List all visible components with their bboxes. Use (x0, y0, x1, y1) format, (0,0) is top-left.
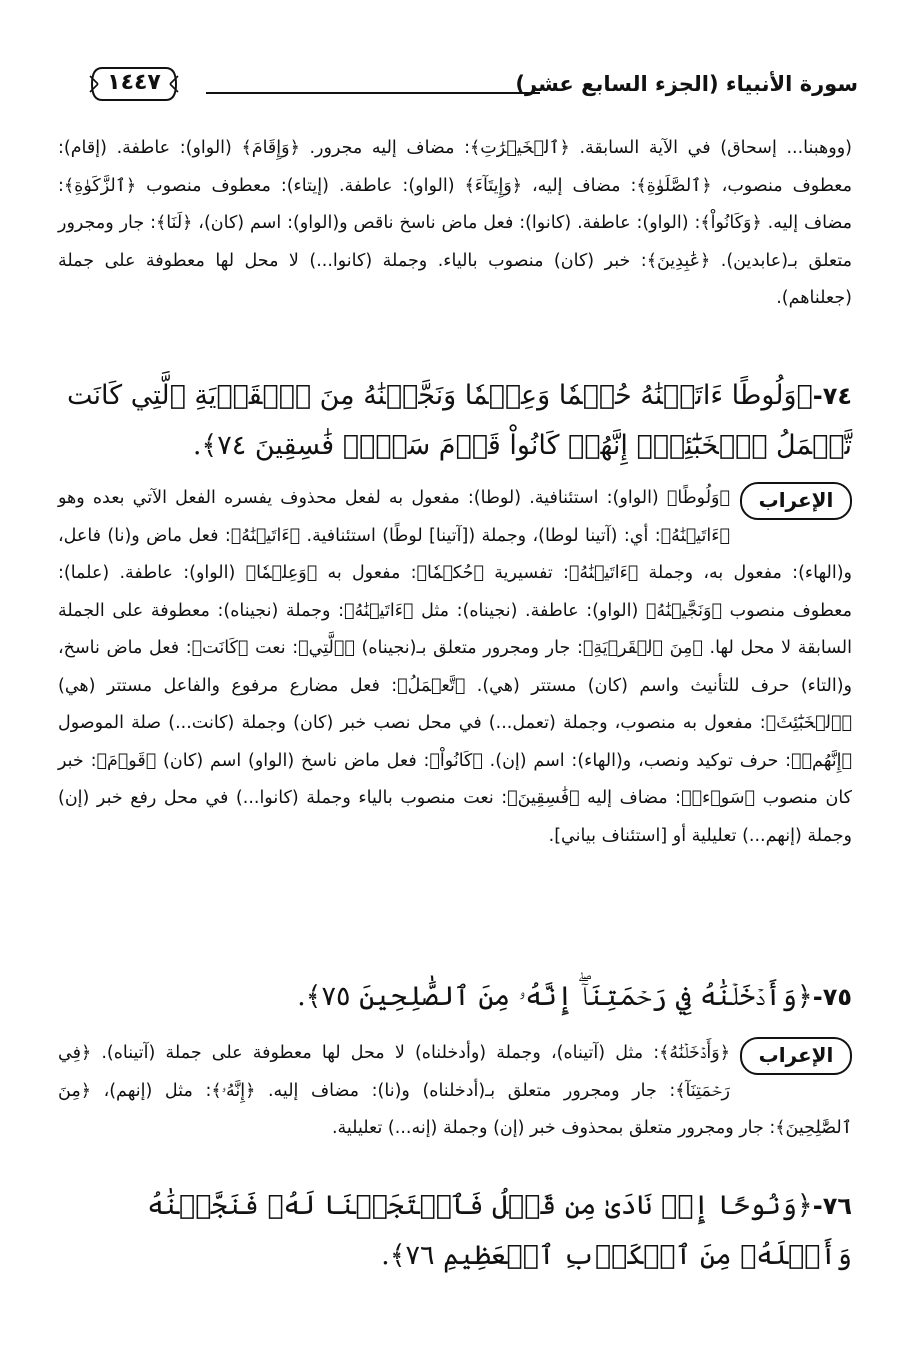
verse-number: ٧٥- (812, 983, 852, 1011)
page-number: ١٤٤٧ (107, 70, 161, 95)
erab-label-badge: الإعراب (740, 1037, 852, 1075)
verse-number: ٧٤- (812, 382, 852, 410)
verse-76 (58, 1181, 852, 1281)
verse-75 (58, 972, 852, 1022)
verse-number: ٧٦- (812, 1192, 852, 1220)
intro-paragraph: (ووهبنا... إسحاق) في الآية السابقة. ﴿ٱلۡخَيۡرَٰتِ﴾: مضاف إليه مجرور. ﴿وَإِقَامَ﴾ (الواو): عاطفة. (إقام): معطوف منصوب، ﴿ٱلصَّلَوٰةِ﴾: مضاف إليه، ﴿وَإِيتَآءَ﴾ (الواو): عاطفة. (إيتاء): معطوف منصوب ﴿ٱلزَّكَوٰةِ﴾: مضاف إليه. ﴿وَكَانُواْ﴾: (الواو): عاطفة. (كانوا): فعل ماض ناسخ ناقص و(الواو): اسم (كان)، ﴿لَنَا﴾: جار ومجرور متعلق بـ(عابدين). ﴿عَٰبِدِينَ﴾: خبر (كان) منصوب بالياء. وجملة (كانوا...) لا محل لها معطوفة على جملة (جعلناهم). (58, 138, 852, 308)
page-number-badge (88, 64, 180, 104)
verse-text: ﴿وَأَدۡخَلۡنَٰهُ فِي رَحۡمَتِنَآۖ إِنَّهُۥ مِنَ ٱلصَّٰلِحِينَ ٧٥﴾. (297, 981, 813, 1012)
erab-label-badge: الإعراب (740, 482, 852, 520)
page-header (88, 62, 858, 114)
erab-section-75 (58, 1035, 852, 1148)
verse-text: ﴿وَنُوحًا إِذۡ نَادَىٰ مِن قَبۡلُ فَٱسۡتَجَبۡنَا لَهُۥ فَنَجَّيۡنَٰهُ وَأَهۡلَهُۥ مِنَ ٱلۡكَرۡبِ ٱلۡعَظِيمِ ٧٦﴾. (147, 1190, 852, 1271)
page-title: سورة الأنبياء (الجزء السابع عشر) (515, 72, 858, 96)
verse-74 (58, 371, 852, 471)
erab-section-74 (58, 480, 852, 855)
erab-text: ﴿وَلُوطًا﴾ (الواو): استئنافية. (لوطا): مفعول به لفعل محذوف يفسره الفعل الآتي بعده وهو ﴿ءَاتَيۡنَٰهُ﴾: أي: (آتينا لوطا)، وجملة ([آتينا] لوطًا) استئنافية. ﴿ءَاتَيۡنَٰهُ﴾: فعل ماض و(نا) فاعل، و(الهاء): مفعول به، وجملة ﴿ءَاتَيۡنَٰهُ﴾: تفسيرية ﴿حُكۡمٗا﴾: مفعول به ﴿وَعِلۡمٗا﴾ (الواو): عاطفة. (علما): معطوف منصوب ﴿وَنَجَّيۡنَٰهُ﴾ (الواو): عاطفة. (نجيناه): مثل ﴿ءَاتَيۡنَٰهُ﴾: وجملة (نجيناه): معطوفة على الجملة السابقة لا محل لها. ﴿مِنَ ٱلۡقَرۡيَةِ﴾: جار ومجرور متعلق بـ(نجيناه) ﴿ٱلَّتِي﴾: نعت ﴿كَانَت﴾: فعل ماض ناسخ، و(التاء) حرف للتأنيث واسم (كان) مستتر (هي). ﴿تَّعۡمَلُ﴾: فعل مضارع مرفوع والفاعل مستتر (هي) ﴿ٱلۡخَبَٰٓئِثَ﴾: مفعول به منصوب، وجملة (تعمل...) في محل نصب خبر (كان) وجملة (كانت...) صلة الموصول ﴿إِنَّهُمۡ﴾: حرف توكيد ونصب، و(الهاء): اسم (إن). ﴿كَانُواْ﴾: فعل ماض ناسخ (الواو) اسم (كان) ﴿قَوۡمَ﴾: خبر كان منصوب ﴿سَوۡءٖ﴾: مضاف إليه ﴿فَٰسِقِينَ﴾: نعت منصوب بالياء وجملة (كانوا...) في محل رفع خبر (إن) وجملة (إنهم...) تعليلية أو [استئناف بياني]. (58, 488, 852, 846)
verse-text: ﴿وَلُوطًا ءَاتَيۡنَٰهُ حُكۡمٗا وَعِلۡمٗا وَنَجَّيۡنَٰهُ مِنَ ٱلۡقَرۡيَةِ ٱلَّتِي كَانَت تَّعۡمَلُ ٱلۡخَبَٰٓئِثَۚ إِنَّهُمۡ كَانُواْ قَوۡمَ سَوۡءٖ فَٰسِقِينَ ٧٤﴾. (67, 380, 852, 461)
header-divider (206, 92, 540, 94)
erab-text: ﴿وَأَدۡخَلۡنَٰهُ﴾: مثل (آتيناه)، وجملة (وأدخلناه) لا محل لها معطوفة على جملة (آتيناه). ﴿فِي رَحۡمَتِنَآ﴾: جار ومجرور متعلق بـ(أدخلناه) و(نا): مضاف إليه. ﴿إِنَّهُۥ﴾: مثل (إنهم)، ﴿مِنَ ٱلصَّٰلِحِينَ﴾: جار ومجرور متعلق بمحذوف خبر (إن) وجملة (إنه...) تعليلية. (58, 1043, 852, 1138)
